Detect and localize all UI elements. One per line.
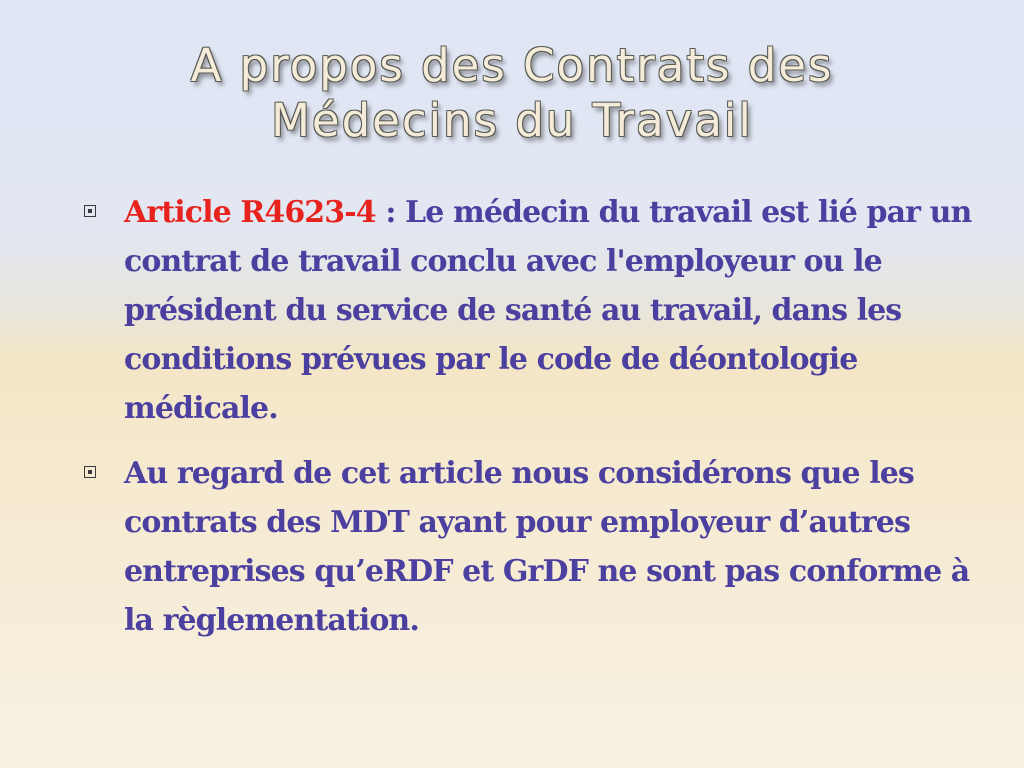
bullet-list (82, 188, 982, 661)
slide-title-line-1: A propos des Contrats des (190, 39, 834, 92)
bullet-item-2 (82, 449, 982, 645)
square-bullet-icon (84, 466, 96, 478)
slide-title-line-2: Médecins du Travail (271, 94, 753, 147)
article-reference: Article R4623-4 (124, 195, 376, 230)
slide-title (0, 38, 1024, 148)
bullet-text: Au regard de cet article nous considérons que les contrats des MDT ayant pour employeur d’autres entreprises qu’eRDF et GrDF ne sont pas conforme à la règlementation. (124, 456, 970, 638)
bullet-text: : Le médecin du travail est lié par un contrat de travail conclu avec l'employeur ou le président du service de santé au travail, dans les conditions prévues par le code de déontologie médicale. (124, 195, 972, 426)
bullet-item-1 (82, 188, 982, 433)
square-bullet-icon (84, 205, 96, 217)
